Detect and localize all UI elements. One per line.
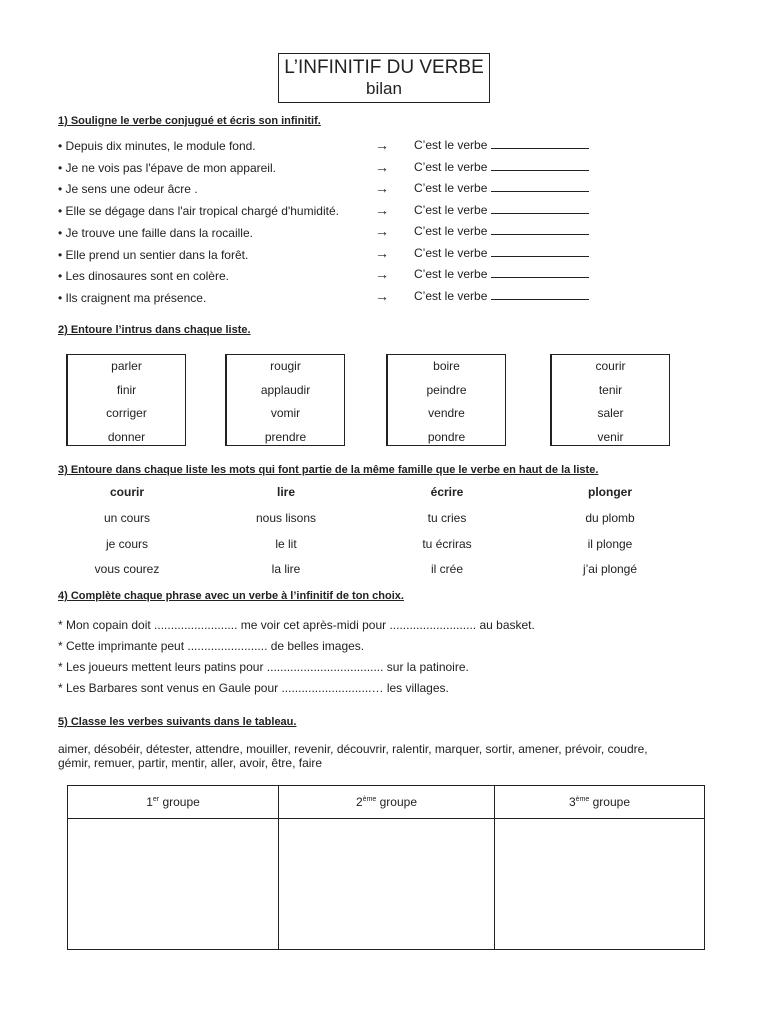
list-word[interactable]: finir [116, 382, 137, 397]
list-word[interactable]: parler [111, 359, 142, 373]
intruder-list-3 [386, 354, 506, 446]
list-word[interactable]: prendre [264, 429, 307, 444]
page-title: L’INFINITIF DU VERBE [284, 57, 484, 78]
sentence-1: • Depuis dix minutes, le module fond. [58, 139, 256, 153]
list-word[interactable]: corriger [106, 406, 147, 420]
answer-blank-3[interactable] [491, 181, 589, 192]
list-word[interactable]: venir [597, 429, 624, 444]
list-word[interactable]: boire [433, 359, 460, 373]
group-2-cell[interactable] [279, 819, 495, 950]
answer-prompt-3 [414, 181, 589, 195]
family-head-verb: plonger [588, 485, 632, 499]
answer-blank-6[interactable] [491, 246, 589, 257]
section-4-heading: 4) Complète chaque phrase avec un verbe à l’infinitif de ton choix. [58, 590, 404, 602]
family-head-verb: écrire [430, 485, 464, 499]
intruder-list-2 [225, 354, 345, 446]
answer-prompt-6 [414, 246, 589, 260]
answer-prompt-label: C’est le verbe [414, 202, 488, 217]
answer-blank-8[interactable] [491, 289, 589, 300]
section-5-heading: 5) Classe les verbes suivants dans le tableau. [58, 716, 297, 728]
section-3-heading: 3) Entoure dans chaque liste les mots qui font partie de la même famille que le verbe en haut de la liste. [58, 464, 599, 476]
fill-in-sentence-4[interactable]: * Les Barbares sont venus en Gaule pour ...........................… les villages. [58, 681, 449, 695]
answer-prompt-7 [414, 267, 589, 281]
family-word[interactable]: j’ai plongé [582, 562, 638, 576]
answer-prompt-8 [414, 289, 589, 303]
arrow-3: → [375, 180, 389, 196]
arrow-8: → [375, 287, 389, 304]
title-box [278, 53, 490, 103]
list-word[interactable]: tenir [598, 382, 623, 397]
arrow-2: → [375, 158, 389, 175]
answer-blank-1[interactable] [491, 138, 589, 149]
list-word[interactable]: saler [597, 406, 624, 420]
arrow-7: → [375, 266, 389, 282]
family-word[interactable]: vous courez [94, 562, 160, 576]
intruder-list-1 [66, 354, 186, 446]
answer-prompt-label: C’est le verbe [414, 288, 488, 303]
verbs-list-line-1: aimer, désobéir, détester, attendre, mouiller, revenir, découvrir, ralentir, marquer, sortir, amener, prévoir, coudre, [58, 742, 648, 756]
group-1-header: 1er groupe [68, 786, 279, 819]
list-word[interactable]: peindre [426, 382, 467, 397]
family-word[interactable]: le lit [275, 536, 297, 551]
family-word[interactable]: un cours [103, 511, 151, 525]
answer-prompt-label: C’est le verbe [414, 267, 488, 281]
family-word[interactable]: il plonge [587, 536, 633, 551]
list-word[interactable]: applaudir [260, 382, 311, 397]
answer-blank-2[interactable] [491, 160, 589, 171]
arrow-5: → [375, 223, 389, 239]
groups-table [67, 785, 705, 950]
group-3-cell[interactable] [495, 819, 705, 950]
arrow-1: → [375, 137, 389, 153]
sentence-5: • Je trouve une faille dans la rocaille. [58, 226, 253, 240]
fill-in-sentence-1[interactable]: * Mon copain doit ......................... me voir cet après-midi pour .......................... au basket. [58, 618, 535, 632]
family-word[interactable]: tu écriras [422, 536, 472, 551]
family-head-verb: courir [109, 485, 144, 499]
sentence-7: • Les dinosaures sont en colère. [58, 269, 229, 283]
arrow-4: → [375, 201, 389, 218]
verbs-list-line-2: gémir, remuer, partir, mentir, aller, avoir, être, faire [58, 756, 323, 770]
answer-prompt-label: C’est le verbe [414, 224, 488, 238]
list-word[interactable]: courir [595, 359, 626, 373]
answer-prompt-label: C’est le verbe [414, 138, 488, 152]
family-word[interactable]: du plomb [585, 511, 635, 525]
answer-prompt-1 [414, 138, 589, 152]
family-word[interactable]: tu cries [427, 511, 467, 525]
sentence-3: • Je sens une odeur âcre . [58, 182, 198, 196]
sentence-2: • Je ne vois pas l'épave de mon appareil. [58, 160, 276, 175]
family-head-verb: lire [276, 485, 295, 499]
answer-blank-4[interactable] [491, 203, 589, 214]
fill-in-sentence-3[interactable]: * Les joueurs mettent leurs patins pour ................................... sur la patinoire. [58, 660, 469, 674]
answer-prompt-5 [414, 224, 589, 238]
answer-prompt-label: C’est le verbe [414, 181, 488, 195]
intruder-list-4 [550, 354, 670, 446]
page-subtitle: bilan [366, 79, 402, 98]
answer-prompt-label: C’est le verbe [414, 159, 488, 174]
sentence-8: • Ils craignent ma présence. [58, 290, 207, 305]
family-word[interactable]: il crée [430, 562, 463, 576]
answer-prompt-label: C’est le verbe [414, 245, 488, 260]
family-word[interactable]: nous lisons [255, 511, 317, 525]
family-word[interactable]: la lire [271, 562, 301, 576]
list-word[interactable]: vendre [428, 406, 465, 420]
answer-prompt-2 [414, 160, 589, 174]
sentence-4: • Elle se dégage dans l'air tropical chargé d'humidité. [58, 203, 339, 218]
group-3-header: 3ème groupe [495, 786, 705, 819]
sentence-6: • Elle prend un sentier dans la forêt. [58, 247, 249, 262]
answer-prompt-4 [414, 203, 589, 217]
arrow-6: → [375, 244, 389, 261]
list-word[interactable]: vomir [270, 406, 301, 420]
group-2-header: 2ème groupe [279, 786, 495, 819]
list-word[interactable]: pondre [427, 429, 466, 444]
list-word[interactable]: rougir [270, 359, 301, 373]
section-2-heading: 2) Entoure l’intrus dans chaque liste. [58, 324, 251, 336]
answer-blank-7[interactable] [491, 267, 589, 278]
family-word[interactable]: je cours [105, 536, 149, 551]
fill-in-sentence-2[interactable]: * Cette imprimante peut ........................ de belles images. [58, 639, 365, 653]
list-word[interactable]: donner [107, 429, 146, 444]
group-1-cell[interactable] [68, 819, 279, 950]
answer-blank-5[interactable] [491, 224, 589, 235]
section-1-heading: 1) Souligne le verbe conjugué et écris son infinitif. [58, 115, 321, 127]
